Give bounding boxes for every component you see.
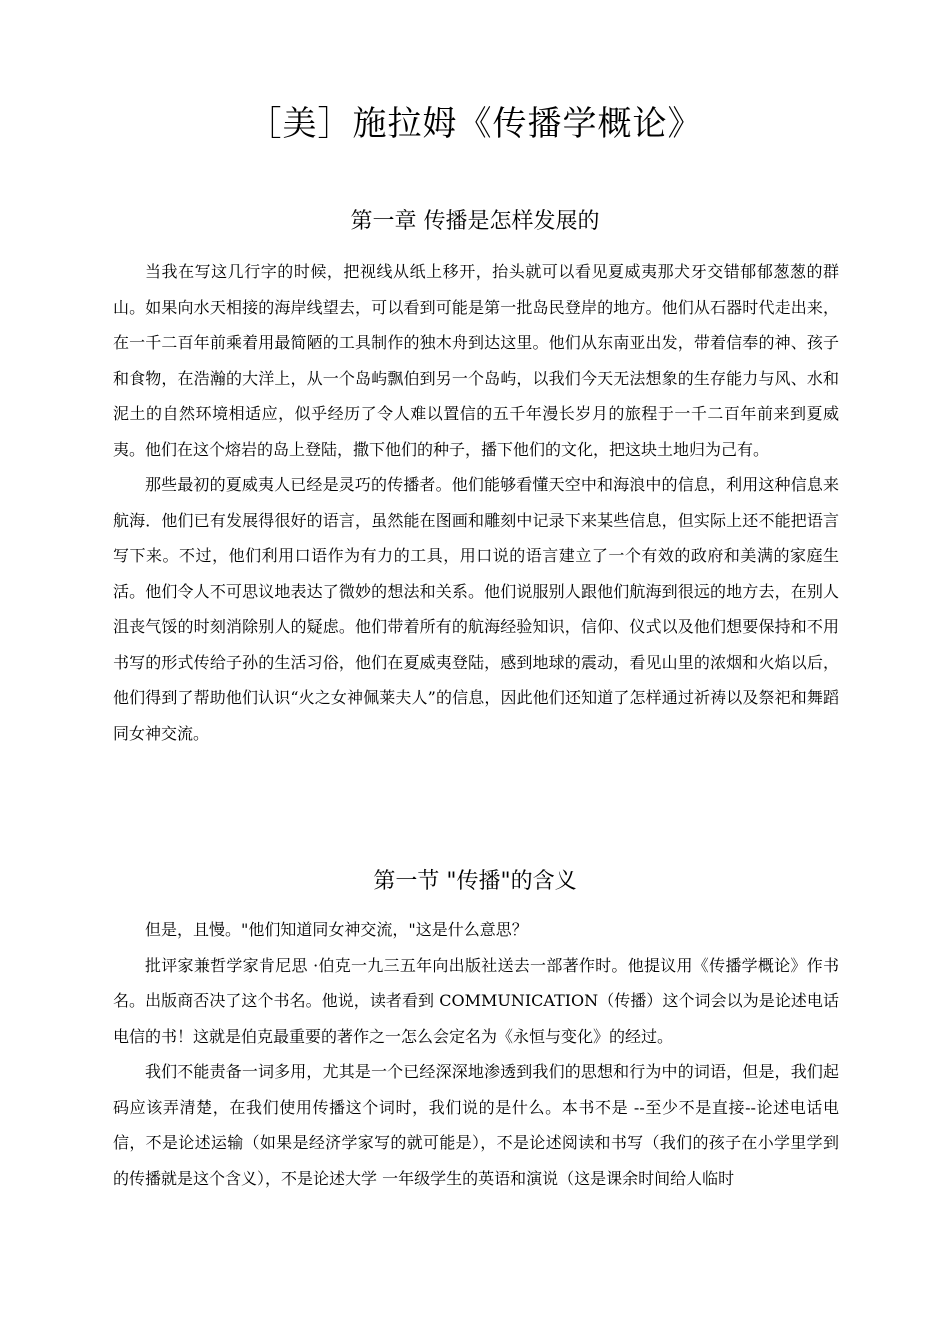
section-paragraph-3: 我们不能责备一词多用，尤其是一个已经深深地渗透到我们的思想和行为中的词语，但是，我们起码应该弄清楚，在我们使用传播这个词时，我们说的是什么。本书不是 --至少不是直接--论述电话电信，不是论述运输（如果是经济学家写的就可能是），不是论述阅读和书写（我们的孩子在小学里学到的传播就是这个含义），不是论述大学 一年级学生的英语和演说（这是课余时间给人临时 [113,1062,839,1188]
section-body [113,912,839,1196]
chapter-paragraph-1: 当我在写这几行字的时候，把视线从纸上移开，抬头就可以看见夏威夷那犬牙交错郁郁葱葱的群山。如果向水天相接的海岸线望去，可以看到可能是第一批岛民登岸的地方。他们从石器时代走出来，在一千二百年前乘着用最简陋的工具制作的独木舟到达这里。他们从东南亚出发，带着信奉的神、孩子和食物，在浩瀚的大洋上，从一个岛屿飘伯到另一个岛屿，以我们今天无法想象的生存能力与风、水和泥土的自然环境相适应，似乎经历了令人难以置信的五千年漫长岁月的旅程于一千二百年前来到夏威夷。他们在这个熔岩的岛上登陆，撒下他们的种子，播下他们的文化，把这块土地归为己有。 [113,262,839,459]
section-paragraph-1: 但是，且慢。"他们知道同女神交流，"这是什么意思？ [145,920,528,939]
chapter-title: 第一章 传播是怎样发展的 [350,209,600,234]
document-title: ［美］施拉姆《传播学概论》 [247,104,703,144]
chapter-body [113,254,839,751]
section-paragraph-2: 批评家兼哲学家肯尼思 ·伯克一九三五年向出版社送去一部著作时。他提议用《传播学概论》作书名。出版商否决了这个书名。他说，读者看到 COMMUNICATION（传播）这个词会以为是论述电话电信的书！这就是伯克最重要的著作之一怎么会定名为《永恒与变化》的经过。 [113,955,839,1046]
section-title: 第一节 "传播"的含义 [373,869,577,894]
chapter-paragraph-2: 那些最初的夏威夷人已经是灵巧的传播者。他们能够看懂天空中和海浪中的信息，利用这种信息来航海．他们已有发展得很好的语言，虽然能在图画和雕刻中记录下来某些信息，但实际上还不能把语言写下来。不过，他们利用口语作为有力的工具，用口说的语言建立了一个有效的政府和美满的家庭生活。他们令人不可思议地表达了微妙的想法和关系。他们说服别人跟他们航海到很远的地方去，在别人沮丧气馁的时刻消除别人的疑虑。他们带着所有的航海经验知识，信仰、仪式以及他们想要保持和不用书写的形式传给子孙的生活习俗，他们在夏威夷登陆，感到地球的震动，看见山里的浓烟和火焰以后，他们得到了帮助他们认识“火之女神佩莱夫人”的信息，因此他们还知道了怎样通过祈祷以及祭祀和舞蹈同女神交流。 [113,475,839,743]
